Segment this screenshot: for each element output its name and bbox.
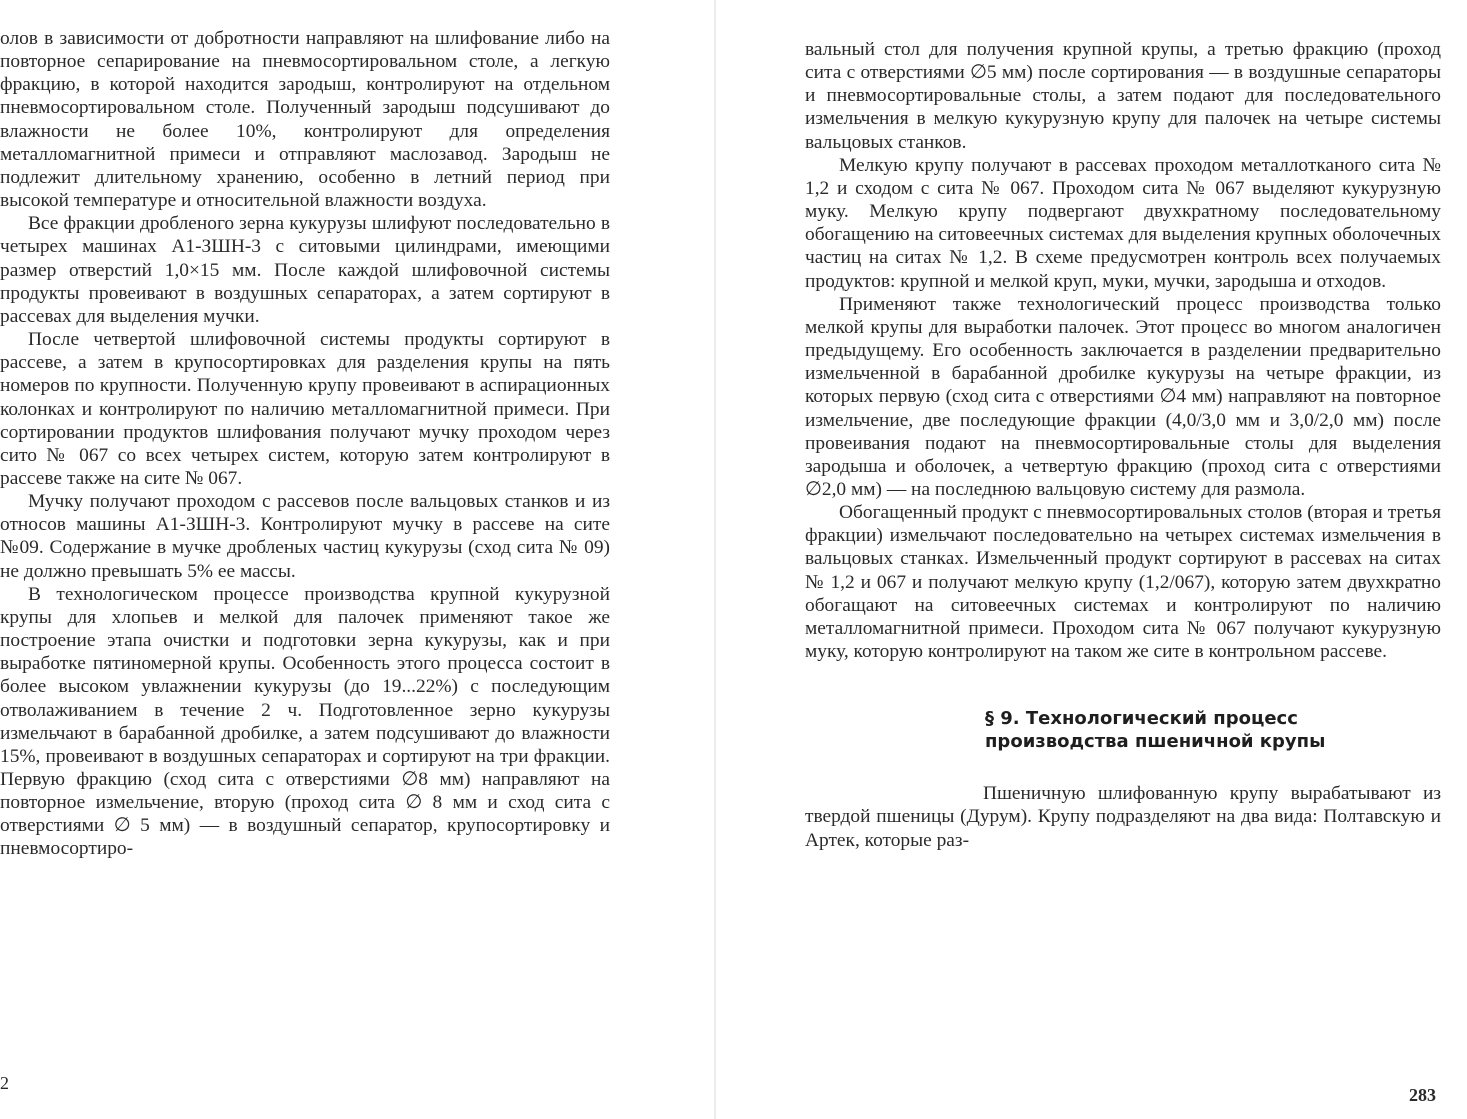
paragraph: Все фракции дробленого зерна кукурузы шлифуют последовательно в четырех машинах А1-ЗШН-3 с ситовыми цилиндрами, имеющими размер отверстий 1,0×15 мм. После каждой шлифовочной системы продукты провеивают в воздушных сепараторах, а затем сортируют в рассевах для выделения мучки. xyxy=(0,213,610,327)
paragraph: олов в зависимости от добротности направляют на шлифование либо на повторное сепарирование на пневмосортировальном столе, а легкую фракцию, в которой находится зародыш, контролируют на отдельном пневмосортировальном столе. Полученный зародыш подсушивают до влажности не более 10%, контролируют для определения металломагнитной примеси и отправляют маслозавод. Зародыш не подлежит длительному хранению, особенно в летний период при высокой температуре и относительной влажности воздуха. xyxy=(0,28,610,212)
section-heading-line: производства пшеничной крупы xyxy=(985,731,1326,753)
page-number: 2 xyxy=(0,1073,9,1093)
section-heading-line: § 9. Технологический процесс xyxy=(985,708,1298,730)
paragraph: Обогащенный продукт с пневмосортировальных столов (вторая и третья фракции) измельчают последовательно на четырех системах измельчения в вальцовых станках. Измельченный продукт сортируют в рассевах на ситах № 1,2 и 067 и получают мелкую крупу (1,2/067), которую затем двухкратно обогащают на ситовеечных системах и контролируют по наличию металломагнитной примеси. Проходом сита № 067 получают кукурузную муку, которую контролируют на таком же сите в контрольном рассеве. xyxy=(805,502,1441,663)
section-heading xyxy=(985,707,1441,753)
paragraph: Применяют также технологический процесс производства только мелкой крупы для выработки палочек. Этот процесс во многом аналогичен предыдущему. Его особенность заключается в разделении предварительно измельченной в барабанной дробилке кукурузы на четыре фракции, из которых первую (сход сита с отверстиями ∅4 мм) направляют на повторное измельчение, две последующие фракции (4,0/3,0 мм и 3,0/2,0 мм) после провеивания подают на пневмосортировальные столы для выделения зародыша и оболочек, а четвертую фракцию (проход сита с отверстиями ∅2,0 мм) — на последнюю вальцовую систему для размола. xyxy=(805,293,1441,500)
paragraph: вальный стол для получения крупной крупы, а третью фракцию (проход сита с отверстиями ∅5 мм) после сортирования — в воздушные сепараторы и пневмосортировальные столы, а затем подают для последовательного измельчения в мелкую кукурузную крупу для палочек на четыре системы вальцовых станков. xyxy=(805,39,1441,153)
right-page xyxy=(730,0,1467,1119)
book-gutter xyxy=(714,0,716,1119)
paragraph: Мелкую крупу получают в рассевах проходом металлотканого сита № 1,2 и сходом с сита № 067. Проходом сита № 067 выделяют кукурузную муку. Мелкую крупу подвергают двухкратному последовательному обогащению на ситовеечных системах для выделения крупных оболочечных частиц на ситах № 1,2. В схеме предусмотрен контроль всех получаемых продуктов: крупной и мелкой круп, муки, мучки, зародыша и отходов. xyxy=(805,154,1441,292)
paragraph: Мучку получают проходом с рассевов после вальцовых станков и из относов машины А1-ЗШН-3. Контролируют мучку в рассеве на сите №09. Содержание в мучке дробленых частиц кукурузы (сход сита № 09) не должно превышать 5% ее массы. xyxy=(0,491,610,582)
page-number: 283 xyxy=(1409,1085,1436,1105)
paragraph: Пшеничную шлифованную крупу вырабатывают из твердой пшеницы (Дурум). Крупу подразделяют на два вида: Полтавскую и Артек, которые раз- xyxy=(805,783,1441,851)
paragraph: После четвертой шлифовочной системы продукты сортируют в рассеве, а затем в крупосортировках для разделения крупы на пять номеров по крупности. Полученную крупу провеивают в аспирационных колонках и контролируют по наличию металломагнитной примеси. При сортировании продуктов шлифования получают мучку проходом через сито № 067 со всех четырех систем, которую затем контролируют в рассеве также на сите № 067. xyxy=(0,329,610,489)
left-page xyxy=(0,0,715,1119)
right-page-text-column xyxy=(805,38,1441,852)
left-page-text-column xyxy=(0,27,610,861)
paragraph: В технологическом процессе производства крупной кукурузной крупы для хлопьев и мелкой для палочек применяют такое же построение этапа очистки и подготовки зерна кукурузы, как и при выработке пятиномерной крупы. Особенность этого процесса состоит в более высоком увлажнении кукурузы (до 19...22%) с последующим отволаживанием в течение 2 ч. Подготовленное зерно кукурузы измельчают в барабанной дробилке, а затем подсушивают до влажности 15%, провеивают в воздушных сепараторах и сортируют на три фракции. Первую фракцию (сход сита с отверстиями ∅8 мм) направляют на повторное измельчение, вторую (проход сита ∅ 8 мм и сход сита с отверстиями ∅ 5 мм) — в воздушный сепаратор, крупосортировку и пневмосортиро- xyxy=(0,583,610,860)
